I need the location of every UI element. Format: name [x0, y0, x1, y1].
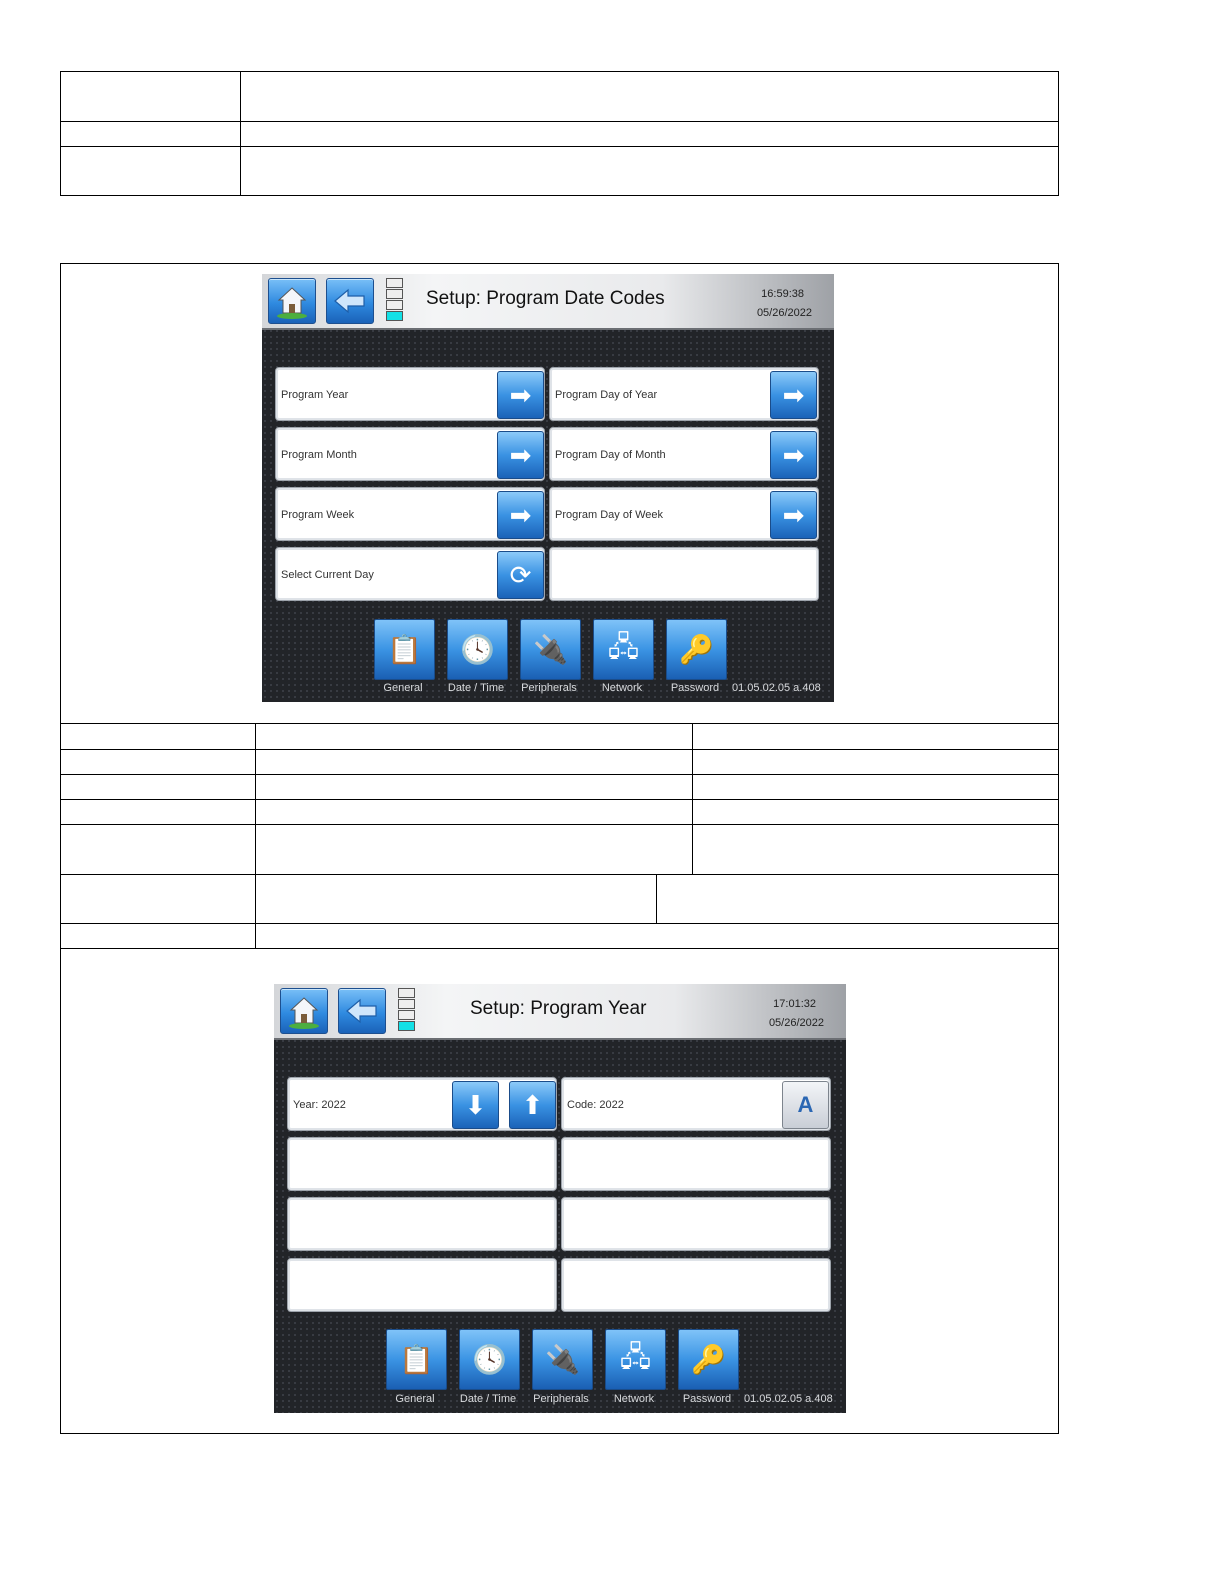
- ethernet-plug-icon: 🖧: [619, 1340, 652, 1372]
- nav-peripherals-button[interactable]: [520, 619, 581, 680]
- nav-network-button[interactable]: [593, 619, 654, 680]
- tile-empty: [287, 1197, 557, 1251]
- tile-empty: [561, 1258, 831, 1312]
- tile-empty: [287, 1137, 557, 1191]
- back-arrow-icon: [327, 279, 373, 323]
- keyboard-key-icon: A: [797, 1092, 814, 1117]
- cable-plug-icon: 🔌: [545, 1344, 580, 1375]
- page-title: Setup: Program Year: [470, 998, 647, 1019]
- back-button[interactable]: [326, 278, 374, 324]
- calendar-clock-icon: 🕓: [472, 1344, 507, 1375]
- nav-label-date-time: Date / Time: [459, 1393, 517, 1405]
- nav-label-date-time: Date / Time: [447, 682, 505, 694]
- home-icon: [281, 989, 327, 1033]
- tile-label: Program Year: [281, 389, 349, 401]
- nav-general-button[interactable]: [374, 619, 435, 680]
- nav-general-button[interactable]: [386, 1329, 447, 1390]
- next-button[interactable]: [497, 371, 544, 419]
- right-arrow-icon: ➡: [782, 380, 805, 410]
- clipboard-check-icon: 📋: [399, 1344, 434, 1375]
- nav-password-button[interactable]: [678, 1329, 739, 1390]
- back-arrow-icon: [339, 989, 385, 1033]
- next-button[interactable]: [497, 431, 544, 479]
- decrement-button[interactable]: [452, 1081, 499, 1129]
- tile-empty: [561, 1137, 831, 1191]
- cable-plug-icon: 🔌: [533, 634, 568, 665]
- page-title: Setup: Program Date Codes: [426, 288, 665, 309]
- tile-label: Program Week: [281, 509, 355, 521]
- ethernet-plug-icon: 🖧: [607, 630, 640, 662]
- progress-indicator: [386, 278, 403, 324]
- tile-label: Program Day of Month: [555, 449, 666, 461]
- right-arrow-icon: ➡: [509, 380, 532, 410]
- next-button[interactable]: [770, 371, 817, 419]
- clock-time: 17:01:32: [773, 998, 816, 1010]
- tile-empty: [561, 1197, 831, 1251]
- nav-password-button[interactable]: [666, 619, 727, 680]
- right-arrow-icon: ➡: [509, 440, 532, 470]
- nav-label-password: Password: [670, 682, 720, 694]
- version-label: 01.05.02.05 a.408: [744, 1393, 833, 1405]
- tile-label: Select Current Day: [281, 569, 374, 581]
- tile-select-current-day[interactable]: [275, 547, 545, 601]
- calendar-clock-icon: 🕓: [460, 634, 495, 665]
- header-bar: [274, 984, 846, 1040]
- nav-label-general: General: [383, 682, 423, 694]
- tile-label: Program Month: [281, 449, 357, 461]
- tile-code: [561, 1077, 831, 1131]
- up-arrow-icon: ⬆: [521, 1090, 544, 1120]
- nav-label-peripherals: Peripherals: [521, 682, 577, 694]
- key-icon: 🔑: [691, 1344, 726, 1375]
- nav-network-button[interactable]: [605, 1329, 666, 1390]
- tile-label: Program Day of Year: [555, 389, 658, 401]
- progress-indicator: [398, 988, 415, 1034]
- tile-program-day-of-month[interactable]: [549, 427, 819, 481]
- tile-program-day-of-year[interactable]: [549, 367, 819, 421]
- header-bar: [262, 274, 834, 330]
- home-icon: [269, 279, 315, 323]
- next-button[interactable]: [770, 431, 817, 479]
- tile-program-year[interactable]: [275, 367, 545, 421]
- tile-year: [287, 1077, 557, 1131]
- tile-empty: [287, 1258, 557, 1312]
- nav-label-peripherals: Peripherals: [533, 1393, 589, 1405]
- year-value: Year: 2022: [293, 1099, 346, 1111]
- refresh-button[interactable]: [497, 551, 544, 599]
- nav-date-time-button[interactable]: [447, 619, 508, 680]
- nav-label-password: Password: [682, 1393, 732, 1405]
- tile-program-week[interactable]: [275, 487, 545, 541]
- tile-program-month[interactable]: [275, 427, 545, 481]
- key-icon: 🔑: [679, 634, 714, 665]
- hmi-screen-program-date-codes: [262, 274, 834, 702]
- right-arrow-icon: ➡: [509, 500, 532, 530]
- next-button[interactable]: [770, 491, 817, 539]
- clock-date: 05/26/2022: [768, 1017, 824, 1029]
- code-value: Code: 2022: [567, 1099, 624, 1111]
- clock-date: 05/26/2022: [756, 307, 812, 319]
- clock-time: 16:59:38: [761, 288, 804, 300]
- nav-label-general: General: [395, 1393, 435, 1405]
- tile-program-day-of-week[interactable]: [549, 487, 819, 541]
- nav-label-network: Network: [601, 682, 643, 694]
- tile-empty: [549, 547, 819, 601]
- tile-label: Program Day of Week: [555, 509, 664, 521]
- keyboard-button[interactable]: [782, 1081, 829, 1129]
- nav-peripherals-button[interactable]: [532, 1329, 593, 1390]
- hmi-screen-program-year: [274, 984, 846, 1413]
- nav-label-network: Network: [613, 1393, 655, 1405]
- next-button[interactable]: [497, 491, 544, 539]
- version-label: 01.05.02.05 a.408: [732, 682, 821, 694]
- back-button[interactable]: [338, 988, 386, 1034]
- clipboard-check-icon: 📋: [387, 634, 422, 665]
- right-arrow-icon: ➡: [782, 440, 805, 470]
- nav-date-time-button[interactable]: [459, 1329, 520, 1390]
- refresh-icon: ⟳: [509, 560, 532, 590]
- increment-button[interactable]: [509, 1081, 556, 1129]
- home-button[interactable]: [268, 278, 316, 324]
- right-arrow-icon: ➡: [782, 500, 805, 530]
- down-arrow-icon: ⬇: [464, 1090, 487, 1120]
- home-button[interactable]: [280, 988, 328, 1034]
